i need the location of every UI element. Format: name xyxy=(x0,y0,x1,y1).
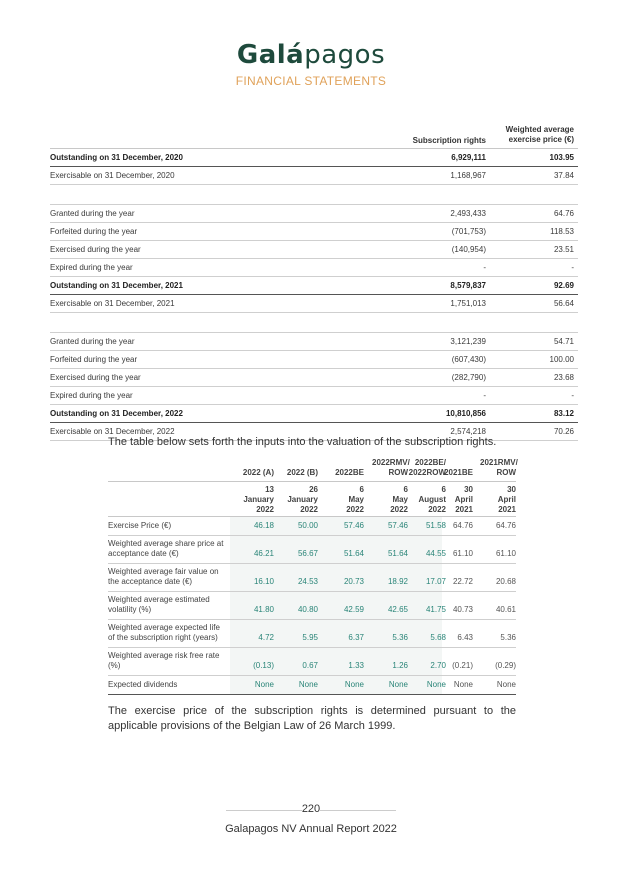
cell: 42.65 xyxy=(387,605,408,614)
row-value-price: 56.64 xyxy=(553,299,574,308)
cell: 57.46 xyxy=(343,521,364,530)
section-title: FINANCIAL STATEMENTS xyxy=(235,74,387,88)
table-row xyxy=(50,333,578,351)
cell: 5.68 xyxy=(430,633,446,642)
logo-light-text: pagos xyxy=(304,40,386,70)
cell: None xyxy=(254,680,274,689)
cell: 17.07 xyxy=(425,577,446,586)
column-header: 2022RMV/ ROW xyxy=(372,458,410,477)
table-row xyxy=(50,405,578,423)
cell: 40.61 xyxy=(495,605,516,614)
cell: 2.70 xyxy=(430,661,446,670)
cell: 46.18 xyxy=(253,521,274,530)
cell: None xyxy=(298,680,318,689)
cell: 5.36 xyxy=(500,633,516,642)
row-label: Forfeited during the year xyxy=(50,227,138,236)
row-label: Expected dividends xyxy=(108,680,178,689)
table-row xyxy=(50,167,578,185)
row-label: Weighted average risk free rate (%) xyxy=(108,651,220,670)
cell: 5.36 xyxy=(392,633,408,642)
cell: 5.95 xyxy=(302,633,318,642)
row-value-rights: (701,753) xyxy=(451,227,486,236)
column-header-subscription-rights: Subscription rights xyxy=(412,136,486,145)
cell: 20.68 xyxy=(495,577,516,586)
row-value-rights: (607,430) xyxy=(451,355,486,364)
cell: 16.10 xyxy=(253,577,274,586)
column-header: 2021BE xyxy=(444,468,473,477)
cell: 61.10 xyxy=(495,549,516,558)
row-label: Granted during the year xyxy=(50,209,135,218)
grant-date: 6 August 2022 xyxy=(418,485,446,514)
row-value-price: 54.71 xyxy=(553,337,574,346)
row-value-price: 70.26 xyxy=(553,427,574,436)
cell: 1.26 xyxy=(392,661,408,670)
spacer-row xyxy=(50,313,578,333)
grant-date: 30 April 2021 xyxy=(497,485,516,514)
row-value-price: 64.76 xyxy=(553,209,574,218)
row-value-rights: 2,493,433 xyxy=(450,209,486,218)
row-label: Weighted average share price at acceptance date (€) xyxy=(108,539,224,558)
cell: 18.92 xyxy=(387,577,408,586)
cell: 64.76 xyxy=(452,521,473,530)
table-row xyxy=(50,241,578,259)
row-value-price: - xyxy=(571,263,574,272)
row-value-rights: 10,810,856 xyxy=(445,409,486,418)
cell: 44.55 xyxy=(425,549,446,558)
cell: None xyxy=(453,680,473,689)
row-value-price: 37.84 xyxy=(553,171,574,180)
row-label: Forfeited during the year xyxy=(50,355,138,364)
closing-paragraph: The exercise price of the subscription rights is determined pursuant to the applicable provisions of the Belgian Law of 26 March 1999. xyxy=(108,705,516,732)
table-row xyxy=(108,517,516,536)
table-row xyxy=(50,223,578,241)
grant-date: 30 April 2021 xyxy=(454,485,473,514)
cell: 41.80 xyxy=(253,605,274,614)
company-logo xyxy=(0,40,622,70)
cell: 57.46 xyxy=(387,521,408,530)
table-header xyxy=(50,124,578,149)
table-row xyxy=(50,149,578,167)
row-value-price: 83.12 xyxy=(553,409,574,418)
row-label: Exercise Price (€) xyxy=(108,521,172,530)
cell: 51.64 xyxy=(343,549,364,558)
cell: (0.13) xyxy=(253,661,274,670)
row-label: Granted during the year xyxy=(50,337,135,346)
table-row xyxy=(108,592,516,620)
row-label: Weighted average fair value on the acceptance date (€) xyxy=(108,567,219,586)
row-value-rights: - xyxy=(483,391,486,400)
cell: (0.21) xyxy=(452,661,473,670)
grant-date: 6 May 2022 xyxy=(346,485,364,514)
table-row xyxy=(108,648,516,676)
cell: 41.75 xyxy=(425,605,446,614)
valuation-inputs-table xyxy=(108,455,516,695)
spacer-row xyxy=(50,185,578,205)
grant-date: 13 January 2022 xyxy=(243,485,274,514)
column-header: 2022BE/ 2022ROW xyxy=(408,458,446,477)
table-row xyxy=(108,676,516,695)
row-value-price: 23.68 xyxy=(553,373,574,382)
cell: 22.72 xyxy=(452,577,473,586)
cell: 4.72 xyxy=(258,633,274,642)
cell: 0.67 xyxy=(302,661,318,670)
column-header: 2022BE xyxy=(335,468,364,477)
row-value-rights: 6,929,111 xyxy=(451,153,486,162)
row-label: Expired during the year xyxy=(50,263,133,272)
table-row xyxy=(50,351,578,369)
row-label: Exercisable on 31 December, 2022 xyxy=(50,427,175,436)
cell: None xyxy=(388,680,408,689)
cell: 40.80 xyxy=(297,605,318,614)
row-value-rights: 3,121,239 xyxy=(450,337,486,346)
cell: 6.37 xyxy=(348,633,364,642)
row-label: Outstanding on 31 December, 2022 xyxy=(50,409,183,418)
cell: 51.58 xyxy=(425,521,446,530)
row-value-rights: 8,579,837 xyxy=(450,281,486,290)
table-row xyxy=(50,277,578,295)
table-row xyxy=(108,564,516,592)
cell: 6.43 xyxy=(457,633,473,642)
row-label: Outstanding on 31 December, 2021 xyxy=(50,281,183,290)
table-row xyxy=(50,295,578,313)
row-value-rights: 1,168,967 xyxy=(450,171,486,180)
row-value-price: 100.00 xyxy=(549,355,574,364)
table-row xyxy=(50,369,578,387)
row-value-price: 103.95 xyxy=(549,153,574,162)
cell: 64.76 xyxy=(495,521,516,530)
row-value-price: 92.69 xyxy=(553,281,574,290)
cell: 46.21 xyxy=(253,549,274,558)
column-header-weighted-price: Weighted average exercise price (€) xyxy=(505,125,574,144)
cell: 61.10 xyxy=(452,549,473,558)
row-value-rights: (282,790) xyxy=(451,373,486,382)
row-value-price: 23.51 xyxy=(553,245,574,254)
row-value-rights: (140,954) xyxy=(451,245,486,254)
grant-date: 26 January 2022 xyxy=(287,485,318,514)
column-header: 2021RMV/ ROW xyxy=(480,458,518,477)
cell: 24.53 xyxy=(297,577,318,586)
grant-date: 6 May 2022 xyxy=(390,485,408,514)
table-row xyxy=(108,536,516,564)
cell: 50.00 xyxy=(297,521,318,530)
cell: None xyxy=(344,680,364,689)
cell: 1.33 xyxy=(348,661,364,670)
cell: None xyxy=(496,680,516,689)
table-row xyxy=(50,205,578,223)
row-label: Exercised during the year xyxy=(50,245,141,254)
cell: (0.29) xyxy=(495,661,516,670)
column-header: 2022 (B) xyxy=(286,468,318,477)
row-label: Exercisable on 31 December, 2020 xyxy=(50,171,175,180)
row-label: Exercised during the year xyxy=(50,373,141,382)
cell: 40.73 xyxy=(452,605,473,614)
page-number: 220 xyxy=(301,803,321,815)
subscription-rights-table xyxy=(50,124,578,441)
row-value-price: 118.53 xyxy=(550,227,574,236)
row-value-rights: 2,574,218 xyxy=(450,427,486,436)
table-row xyxy=(108,620,516,648)
column-header: 2022 (A) xyxy=(242,468,274,477)
row-label: Outstanding on 31 December, 2020 xyxy=(50,153,183,162)
row-value-rights: 1,751,013 xyxy=(450,299,486,308)
table-header xyxy=(108,455,516,482)
cell: 56.67 xyxy=(297,549,318,558)
row-label: Expired during the year xyxy=(50,391,133,400)
cell: 20.73 xyxy=(343,577,364,586)
report-title: Galapagos NV Annual Report 2022 xyxy=(225,823,397,835)
cell: 42.59 xyxy=(343,605,364,614)
row-label: Weighted average estimated volatility (%) xyxy=(108,595,210,614)
row-value-price: - xyxy=(571,391,574,400)
table-row xyxy=(50,387,578,405)
logo-bold-text: Galá xyxy=(236,40,305,70)
row-value-rights: - xyxy=(483,263,486,272)
cell: 51.64 xyxy=(387,549,408,558)
row-label: Exercisable on 31 December, 2021 xyxy=(50,299,175,308)
intro-paragraph: The table below sets forth the inputs into the valuation of the subscription rights. xyxy=(108,436,497,448)
table-row xyxy=(50,259,578,277)
row-label: Weighted average expected life of the subscription right (years) xyxy=(108,623,220,642)
cell: None xyxy=(426,680,446,689)
grant-dates-row xyxy=(108,482,516,517)
